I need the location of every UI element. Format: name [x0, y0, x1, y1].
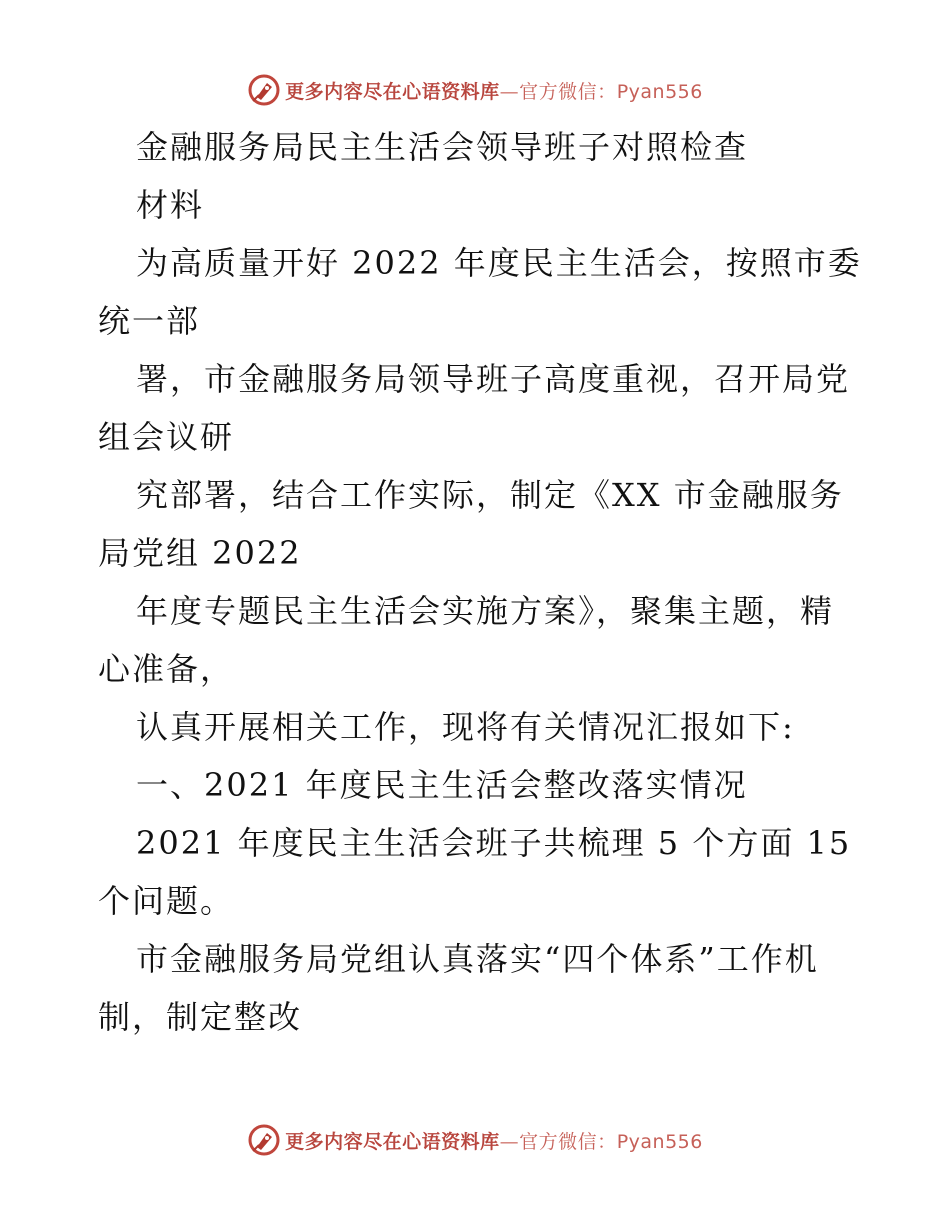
- watermark-separator: —: [499, 1130, 520, 1153]
- doc-line: 为高质量开好 2022 年度民主生活会，按照市委: [136, 244, 862, 282]
- pen-nib-circle-icon: [247, 73, 281, 107]
- pen-nib-circle-icon: [247, 1123, 281, 1157]
- doc-line: 署，市金融服务局领导班子高度重视，召开局党: [136, 360, 851, 398]
- watermark-wechat-id: Pyan556: [616, 1130, 703, 1153]
- doc-line: 个问题。: [98, 882, 235, 920]
- watermark-separator: —: [499, 80, 520, 103]
- document-body: [98, 118, 862, 1046]
- watermark-brand: 更多内容尽在心语资料库: [285, 1130, 500, 1153]
- doc-line: 市金融服务局党组认真落实“四个体系”工作机: [136, 940, 819, 978]
- doc-line: 2021 年度民主生活会班子共梳理 5 个方面 15: [136, 824, 852, 862]
- doc-line: 心准备，: [98, 650, 235, 688]
- doc-line: 组会议研: [98, 418, 235, 456]
- watermark-text: [285, 1127, 703, 1154]
- watermark-brand: 更多内容尽在心语资料库: [285, 80, 500, 103]
- doc-line: 认真开展相关工作，现将有关情况汇报如下:: [136, 708, 795, 746]
- doc-line: 局党组 2022: [98, 534, 302, 572]
- doc-line: 金融服务局民主生活会领导班子对照检查: [136, 128, 749, 166]
- doc-line: 究部署，结合工作实际，制定《XX 市金融服务: [136, 476, 844, 514]
- doc-line: 年度专题民主生活会实施方案》，聚集主题，精: [136, 592, 835, 630]
- watermark-official-label: 官方微信：: [519, 1130, 617, 1153]
- watermark-wechat-id: Pyan556: [616, 80, 703, 103]
- watermark-banner-bottom: [0, 1120, 950, 1160]
- doc-line: 材料: [136, 186, 205, 224]
- watermark-text: [285, 77, 703, 104]
- doc-line: 制，制定整改: [98, 998, 303, 1036]
- watermark-banner-top: [0, 70, 950, 110]
- doc-line: 一、2021 年度民主生活会整改落实情况: [136, 766, 748, 804]
- doc-line: 统一部: [98, 302, 201, 340]
- watermark-official-label: 官方微信：: [519, 80, 617, 103]
